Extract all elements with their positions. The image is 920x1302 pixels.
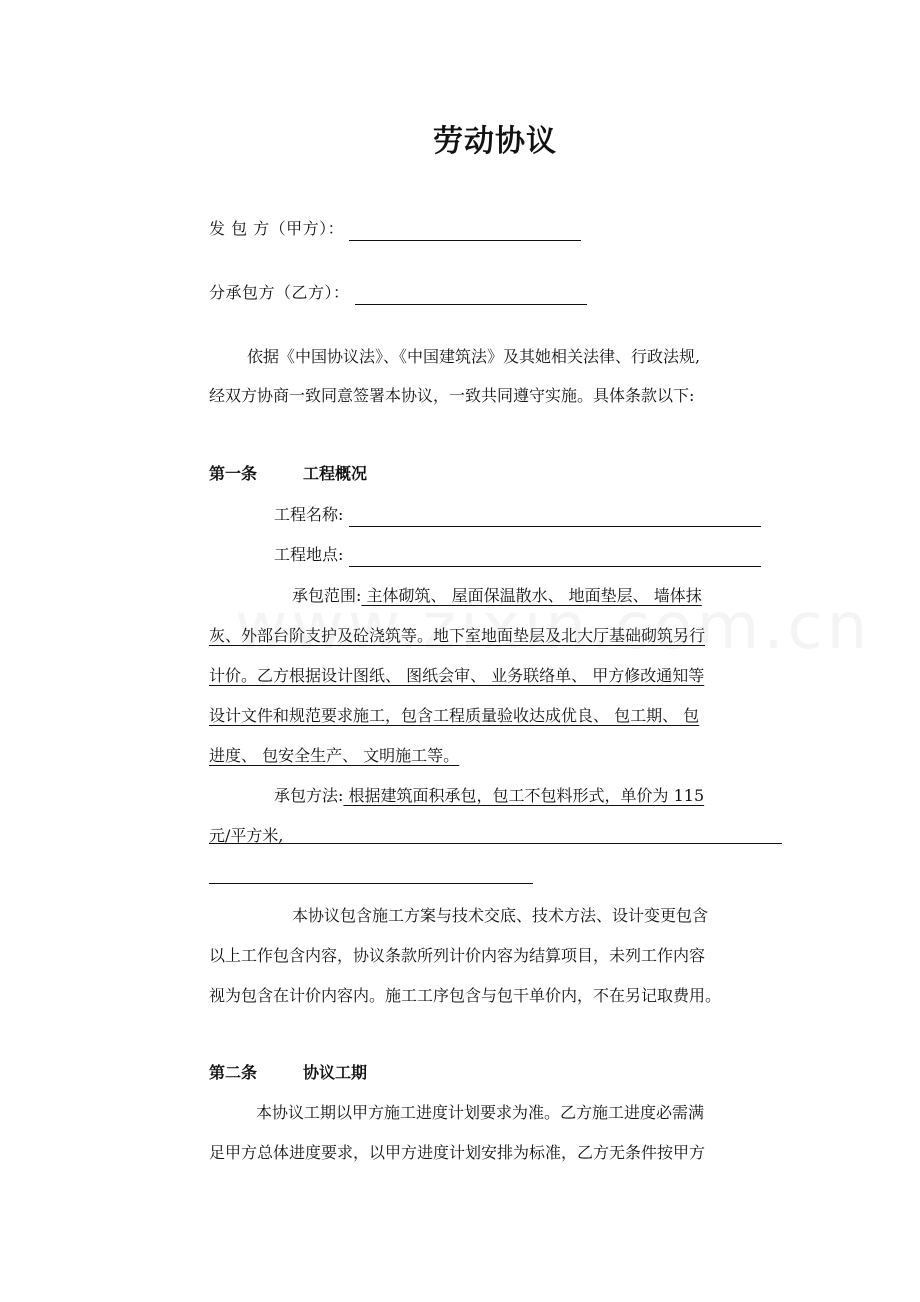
project-name-blank <box>349 508 761 527</box>
scope-line-1 <box>292 584 702 608</box>
article-2-heading <box>209 1061 367 1085</box>
party-a-label: 发 包 方（甲方）： <box>209 219 345 238</box>
scope-text-1: 主体砌筑、 屋面保温散水、 地面垫层、 墙体抹 <box>361 586 702 605</box>
intro-line-2: 经双方协商一致同意签署本协议，一致共同遵守实施。具体条款以下: <box>209 386 695 405</box>
scope-line-3: 计价。乙方根据设计图纸、 图纸会审、 业务联络单、 甲方修改通知等 <box>209 666 705 685</box>
method-label: 承包方法: <box>274 786 344 805</box>
project-name-line <box>274 503 761 527</box>
article-1-number: 第一条 <box>209 464 258 483</box>
document-title: 劳动协议 <box>433 124 557 159</box>
party-a-blank <box>349 222 581 241</box>
project-location-blank <box>349 548 761 567</box>
party-b-line <box>209 281 587 305</box>
method-line-1 <box>274 784 704 808</box>
method-underline-2 <box>209 883 533 884</box>
party-b-blank <box>355 286 587 305</box>
party-b-label: 分承包方（乙方）： <box>209 283 350 302</box>
scope-line-4: 设计文件和规范要求施工，包含工程质量验收达成优良、 包工期、 包 <box>209 706 700 725</box>
article-1-para-line-1: 本协议包含施工方案与技术交底、技术方法、设计变更包含 <box>292 906 709 925</box>
project-location-label: 工程地点: <box>274 545 344 564</box>
article-2-line-2: 足甲方总体进度要求，以甲方进度计划安排为标准，乙方无条件按甲方 <box>209 1143 706 1162</box>
method-line-2 <box>209 824 283 848</box>
article-1-para-line-2: 以上工作包含内容，协议条款所列计价内容为结算项目，未列工作内容 <box>209 946 706 965</box>
intro-line-1: 依据《中国协议法》、《中国建筑法》及其她相关法律、行政法规, <box>247 347 701 366</box>
article-1-heading <box>209 462 367 486</box>
method-text-2: 元/平方米, <box>209 826 284 845</box>
scope-line-5: 进度、 包安全生产、 文明施工等。 <box>209 746 460 765</box>
method-underline-1 <box>209 843 782 844</box>
project-name-label: 工程名称: <box>274 505 344 524</box>
scope-label: 承包范围: <box>292 586 362 605</box>
article-1-para-line-3: 视为包含在计价内容内。施工工序包含与包干单价内，不在另记取费用。 <box>209 986 722 1005</box>
party-a-line <box>209 217 581 241</box>
project-location-line <box>274 543 761 567</box>
article-2-title: 协议工期 <box>303 1063 368 1082</box>
article-2-number: 第二条 <box>209 1063 258 1082</box>
article-2-line-1: 本协议工期以甲方施工进度计划要求为准。乙方施工进度必需满 <box>256 1103 705 1122</box>
article-1-title: 工程概况 <box>303 464 368 483</box>
scope-line-2: 灰、外部台阶支护及砼浇筑等。地下室地面垫层及北大厅基础砌筑另行 <box>209 626 706 645</box>
method-text-1: 根据建筑面积承包，包工不包料形式，单价为 115 <box>343 786 705 805</box>
